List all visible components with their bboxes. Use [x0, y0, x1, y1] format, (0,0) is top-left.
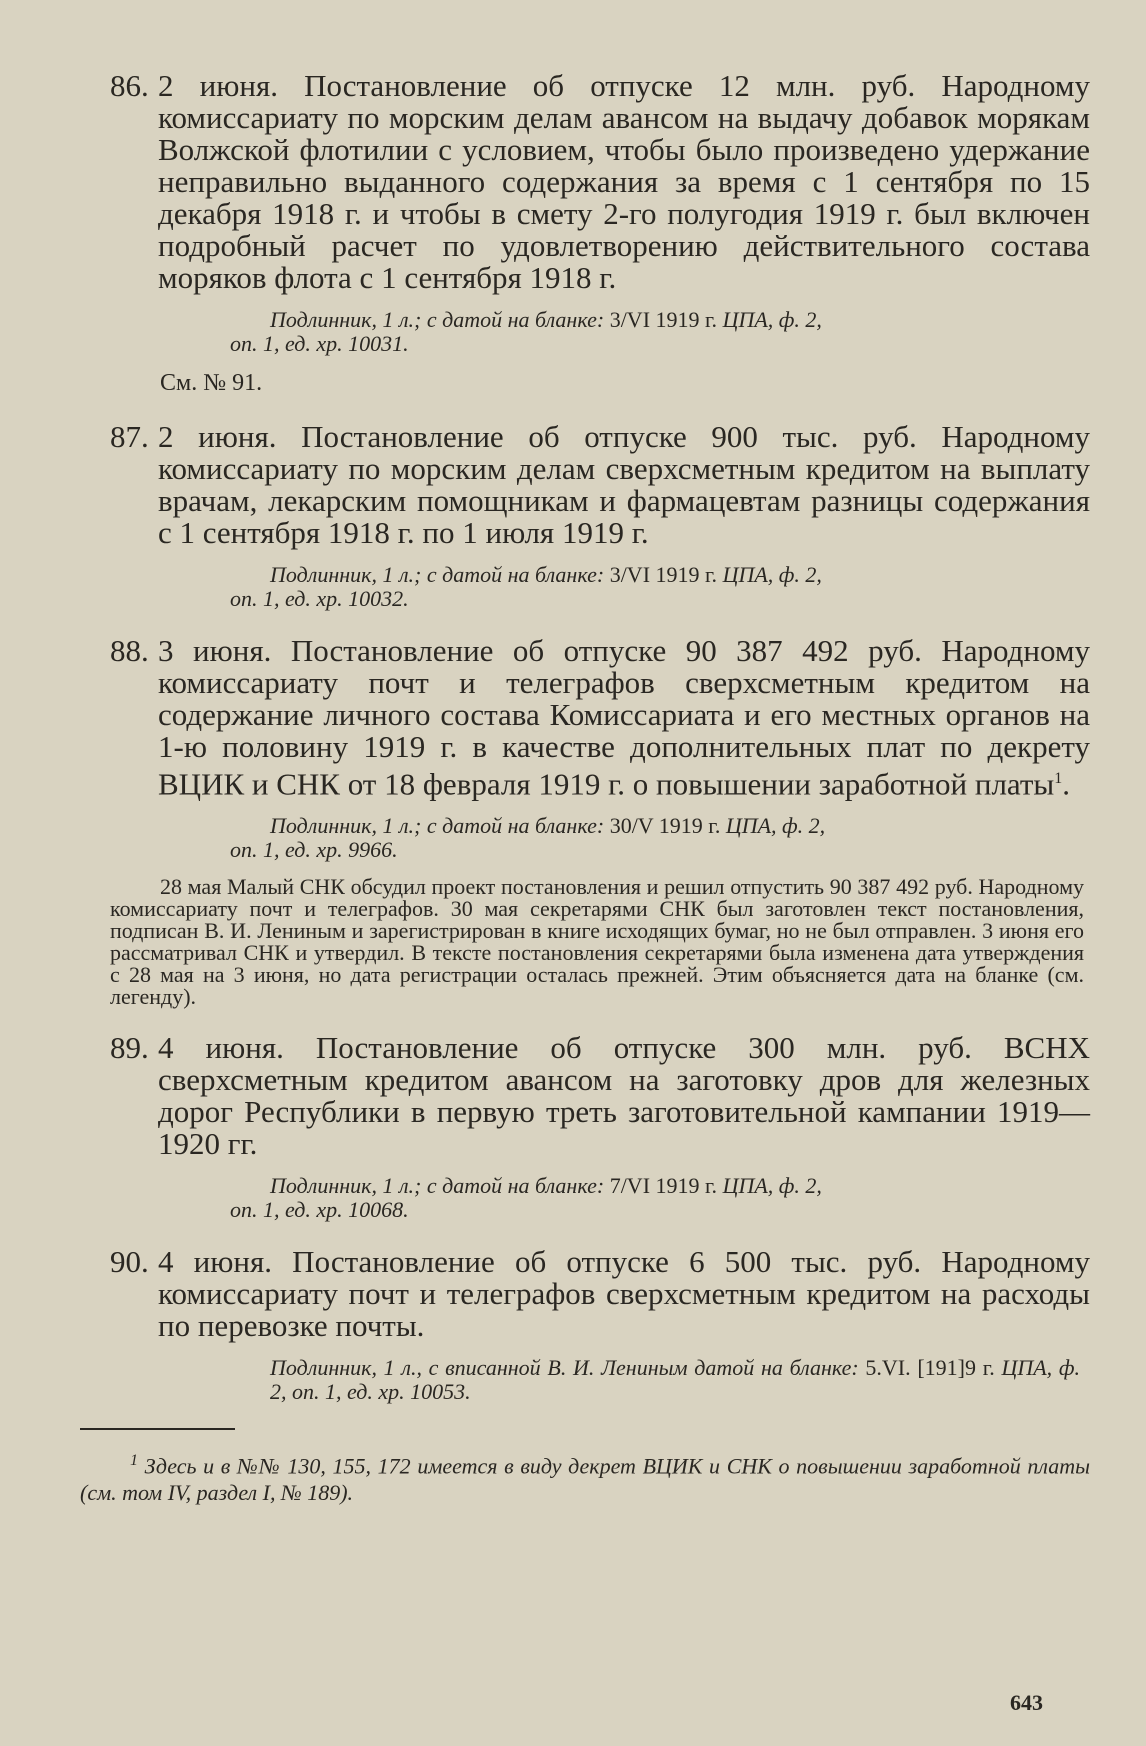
source-archive: ЦПА, ф. 2, [722, 1173, 822, 1199]
source-date: 3/VI 1919 г. [609, 562, 718, 587]
entry-87 [110, 421, 1090, 611]
entry-number: 88. [110, 633, 149, 668]
source-date: 5.VI. [191]9 г. [865, 1355, 995, 1381]
page-content [80, 68, 1090, 1506]
source-reference [110, 563, 1090, 611]
entry-text [110, 421, 1090, 549]
source-date: 3/VI 1919 г. [609, 307, 718, 332]
source-reference [110, 308, 1090, 356]
source-archive: ЦПА, ф. 2, [722, 307, 822, 332]
entry-90 [110, 1246, 1090, 1404]
source-archive: ЦПА, ф. 2, [725, 813, 826, 839]
source-line2: оп. 1, ед. хр. 10032. [230, 586, 409, 611]
entry-description: 3 июня. Постановление об отпуске 90 387 492 руб. Народному комиссариату почт и телеграфов сверхсметным кредитом на содержание личного состава Комиссариата и его местных органов на 1-ю половину 1919 г. в качестве дополнительных плат по декрету ВЦИК и СНК от 18 февраля 1919 г. о повышении заработной платы [158, 633, 1090, 802]
source-line2: оп. 1, ед. хр. 10068. [230, 1197, 409, 1223]
entry-description: 4 июня. Постановление об отпуске 6 500 тыс. руб. Народному комиссариату почт и телеграфов сверхсметным кредитом на расходы по перевозке почты. [158, 1244, 1090, 1344]
entry-text [110, 1246, 1090, 1342]
source-line2: оп. 1, ед. хр. 9966. [230, 837, 398, 863]
entry-88 [110, 635, 1090, 1008]
footnote-text: Здесь и в №№ 130, 155, 172 имеется в виду декрет ВЦИК и СНК о повышении заработной платы (см. том IV, раздел I, № 189). [80, 1453, 1090, 1505]
source-prefix: Подлинник, 1 л.; с датой на бланке: [270, 562, 605, 587]
entry-number: 87. [110, 419, 149, 454]
entry-number: 86. [110, 68, 149, 103]
footnote-divider [80, 1428, 235, 1430]
editorial-note: 28 мая Малый СНК обсудил проект постановления и решил отпустить 90 387 492 руб. Народному комиссариату почт и телеграфов. 30 мая секретарями СНК был заготовлен текст постановления, подписан В. И. Лениным и зарегистрирован в книге исходящих бумаг, но не был отправлен. 3 июня его рассматривал СНК и утвердил. В тексте постановления секретарями была изменена дата утверждения с 28 мая на 3 июня, но дата регистрации осталась прежней. Этим объясняется дата на бланке (см. легенду). [110, 874, 1084, 1010]
entry-description: 2 июня. Постановление об отпуске 900 тыс. руб. Народному комиссариату по морским делам сверхсметным кредитом на выплату врачам, лекарским помощникам и фармацевтам разницы содержания с 1 сентября 1918 г. по 1 июля 1919 г. [158, 419, 1090, 550]
footnote [80, 1448, 1090, 1505]
entry-description: 2 июня. Постановление об отпуске 12 млн. руб. Народному комиссариату по морским делам авансом на выдачу добавок морякам Волжской флотилии с условием, чтобы было произведено удержание неправильно выданного содержания за время с 1 сентября по 15 декабря 1918 г. и чтобы в смету 2-го полугодия 1919 г. был включен подробный расчет по удовлетворению действительного состава моряков флота с 1 сентября 1918 г. [158, 68, 1090, 295]
footnote-number: 1 [130, 1452, 138, 1470]
see-also: См. № 91. [160, 370, 263, 396]
entry-text-end: . [1062, 766, 1071, 802]
entry-text [110, 1032, 1090, 1160]
source-prefix: Подлинник, 1 л., с вписанной В. И. Лениным датой на бланке: [270, 1355, 859, 1381]
source-date: 30/V 1919 г. [609, 813, 721, 839]
source-archive: ЦПА, ф. 2, оп. 1, ед. хр. 10053. [270, 1355, 1080, 1405]
source-reference [110, 814, 1090, 862]
source-reference [110, 1356, 1090, 1404]
entry-number: 90. [110, 1244, 149, 1280]
footnote-mark: 1 [1054, 770, 1063, 787]
entry-text [110, 635, 1090, 800]
page-number: 643 [1010, 1690, 1043, 1715]
entry-number: 89. [110, 1030, 149, 1066]
entry-text [110, 70, 1090, 294]
source-date: 7/VI 1919 г. [609, 1173, 718, 1199]
entry-description: 4 июня. Постановление об отпуске 300 млн. руб. ВСНХ сверхсметным кредитом авансом на заготовку дров для железных дорог Республики в первую треть заготовительной кампании 1919—1920 гг. [158, 1030, 1090, 1162]
source-line2: оп. 1, ед. хр. 10031. [230, 331, 409, 356]
source-archive: ЦПА, ф. 2, [722, 562, 822, 587]
source-reference [110, 1174, 1090, 1222]
source-prefix: Подлинник, 1 л.; с датой на бланке: [270, 1173, 605, 1199]
source-prefix: Подлинник, 1 л.; с датой на бланке: [270, 307, 605, 332]
entry-86 [110, 70, 1090, 356]
source-prefix: Подлинник, 1 л.; с датой на бланке: [270, 813, 605, 839]
entry-89 [110, 1032, 1090, 1222]
